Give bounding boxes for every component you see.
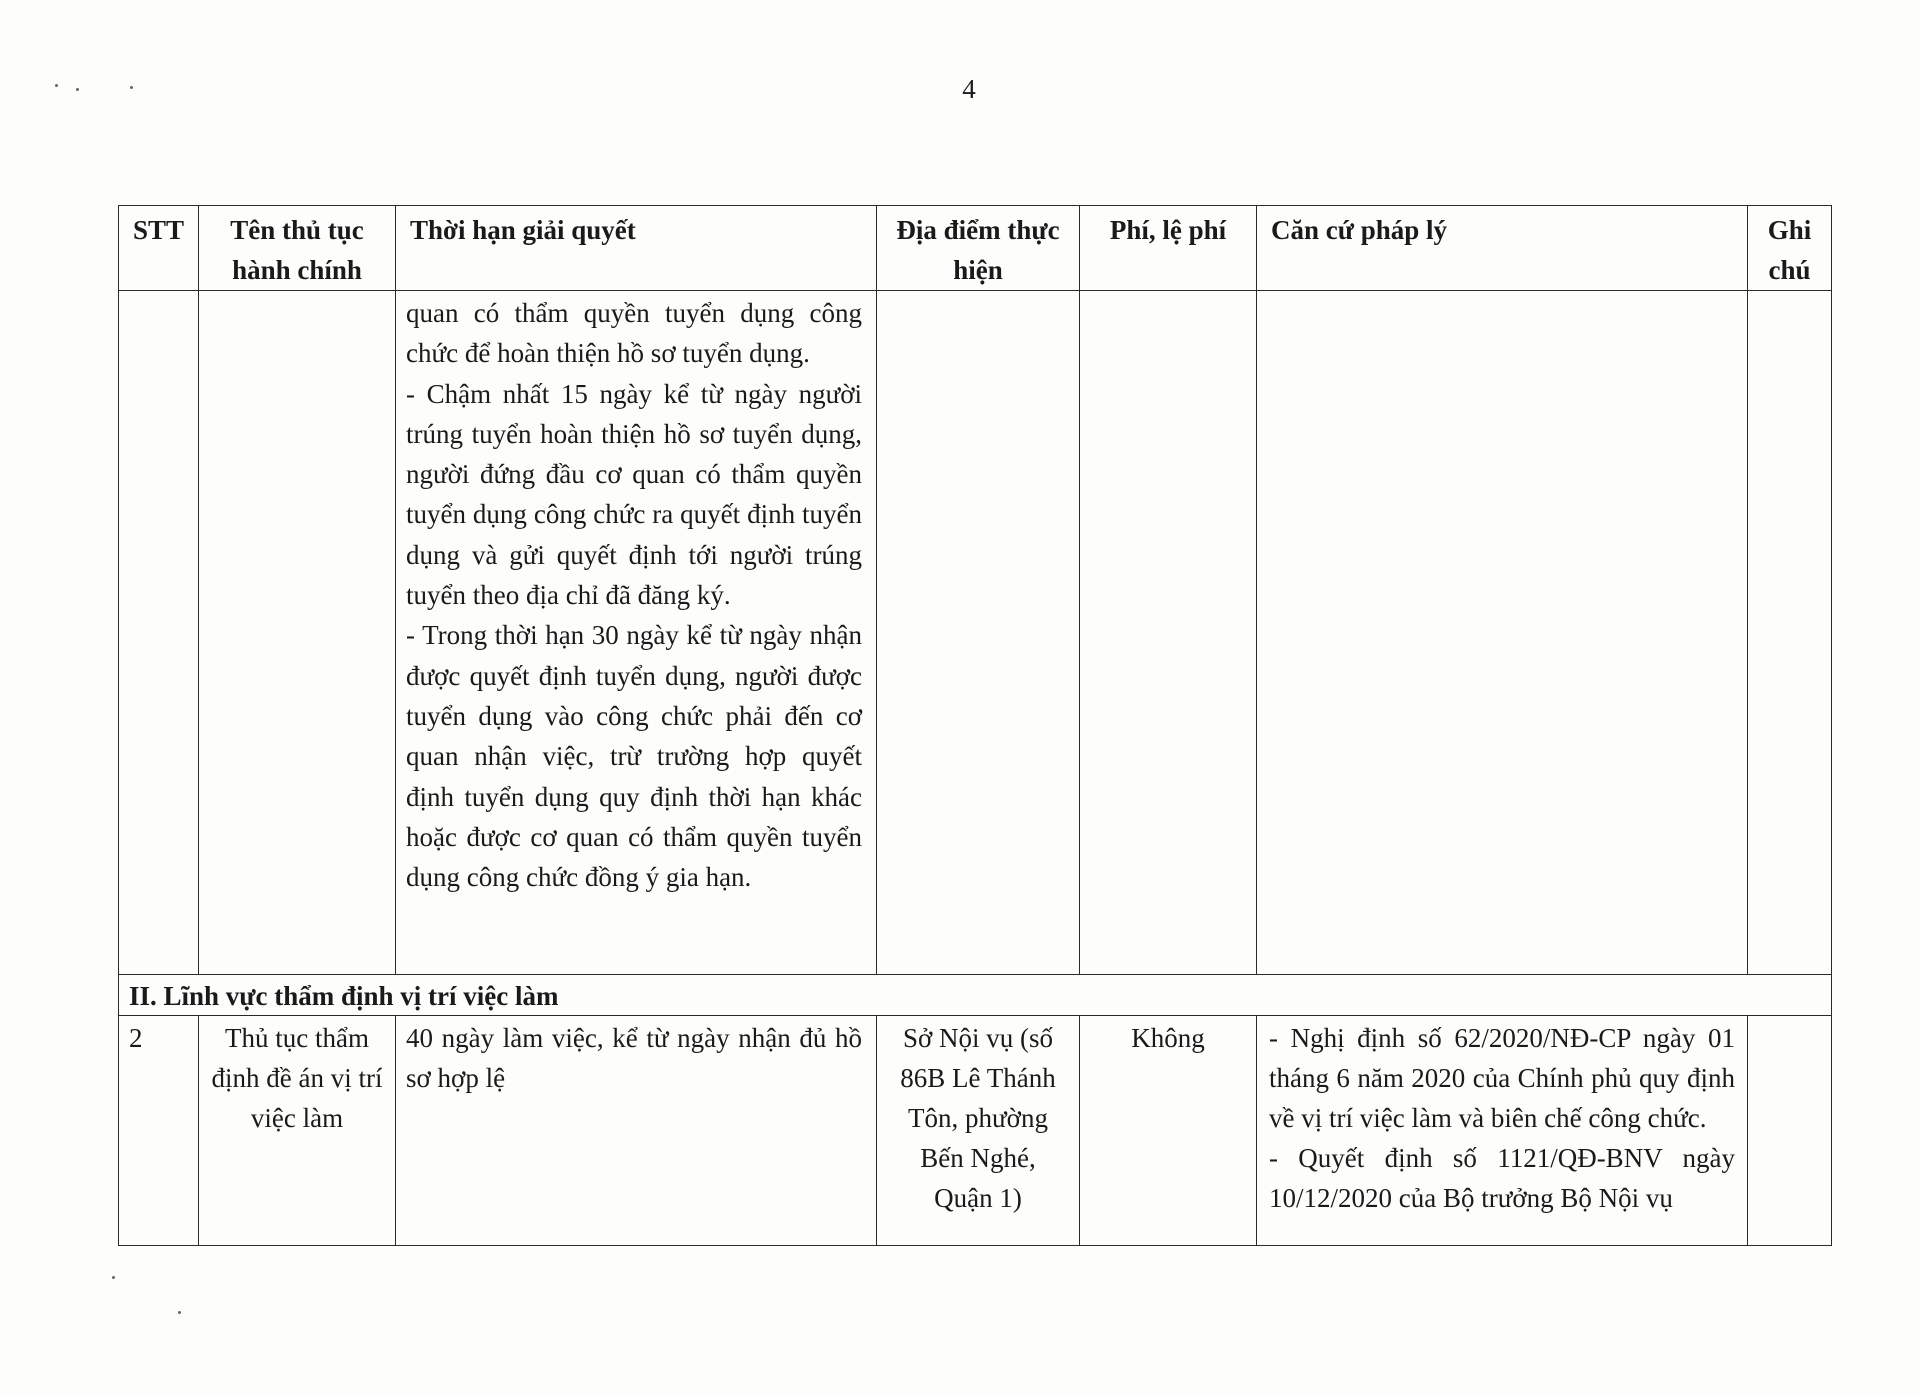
page-number: 4 [962, 74, 976, 104]
header-can-cu: Căn cứ pháp lý [1257, 206, 1748, 291]
header-ten-thu-tuc-line-2: hành chính [232, 255, 362, 285]
scan-speck [112, 1276, 115, 1279]
header-ghi-chu [1748, 206, 1832, 291]
section-row [119, 975, 1832, 1016]
thoi-han-paragraph-3: - Trong thời hạn 30 ngày kể từ ngày nhận được quyết định tuyển dụng, người được tuyển dụng vào công chức phải đến cơ quan nhận việc, trừ trường hợp quyết định tuyển dụng quy định thời hạn khác hoặc được cơ quan có thẩm quyền tuyển dụng công chức đồng ý gia hạn. [406, 620, 862, 893]
scan-speck [130, 86, 133, 89]
header-ghi-chu-line-2: chú [1768, 255, 1811, 285]
cell-thoi-han: 40 ngày làm việc, kể từ ngày nhận đủ hồ sơ hợp lệ [396, 1016, 877, 1246]
cell-empty [1257, 291, 1748, 975]
scan-speck [178, 1311, 181, 1314]
header-dia-diem [877, 206, 1080, 291]
procedure-table [118, 205, 1832, 1246]
cell-thoi-han-continuation [396, 291, 877, 975]
header-dia-diem-line-1: Địa điểm thực [896, 215, 1060, 245]
cell-empty [199, 291, 396, 975]
can-cu-item-2: - Quyết định số 1121/QĐ-BNV ngày 10/12/2020 của Bộ trưởng Bộ Nội vụ [1269, 1143, 1735, 1213]
header-ten-thu-tuc [199, 206, 396, 291]
table-header-row [119, 206, 1832, 291]
cell-empty [1748, 291, 1832, 975]
cell-stt: 2 [119, 1016, 199, 1246]
header-dia-diem-line-2: hiện [953, 255, 1003, 285]
can-cu-item-1: - Nghị định số 62/2020/NĐ-CP ngày 01 tháng 6 năm 2020 của Chính phủ quy định về vị trí việc làm và biên chế công chức. [1269, 1023, 1735, 1133]
header-ten-thu-tuc-line-1: Tên thủ tục [230, 215, 364, 245]
thoi-han-paragraph-1: quan có thẩm quyền tuyển dụng công chức để hoàn thiện hồ sơ tuyển dụng. [406, 298, 862, 369]
section-title: II. Lĩnh vực thẩm định vị trí việc làm [119, 975, 1832, 1016]
cell-can-cu [1257, 1016, 1748, 1246]
cell-phi: Không [1080, 1016, 1257, 1246]
header-thoi-han: Thời hạn giải quyết [396, 206, 877, 291]
cell-empty [119, 291, 199, 975]
cell-empty [1080, 291, 1257, 975]
cell-ghi-chu [1748, 1016, 1832, 1246]
cell-empty [877, 291, 1080, 975]
header-stt: STT [119, 206, 199, 291]
table-row-continuation [119, 291, 1832, 975]
header-ghi-chu-line-1: Ghi [1767, 215, 1812, 245]
table-row [119, 1016, 1832, 1246]
thoi-han-paragraph-2: - Chậm nhất 15 ngày kể từ ngày người trúng tuyển hoàn thiện hồ sơ tuyển dụng, người đứng đầu cơ quan có thẩm quyền tuyển dụng công chức ra quyết định tuyển dụng và gửi quyết định tới người trúng tuyển theo địa chỉ đã đăng ký. [406, 378, 862, 611]
cell-dia-diem: Sở Nội vụ (số 86B Lê Thánh Tôn, phường Bến Nghé, Quận 1) [877, 1016, 1080, 1246]
scan-speck [55, 84, 58, 87]
scan-speck [76, 88, 79, 91]
header-phi: Phí, lệ phí [1080, 206, 1257, 291]
cell-ten-thu-tuc: Thủ tục thẩm định đề án vị trí việc làm [199, 1016, 396, 1246]
